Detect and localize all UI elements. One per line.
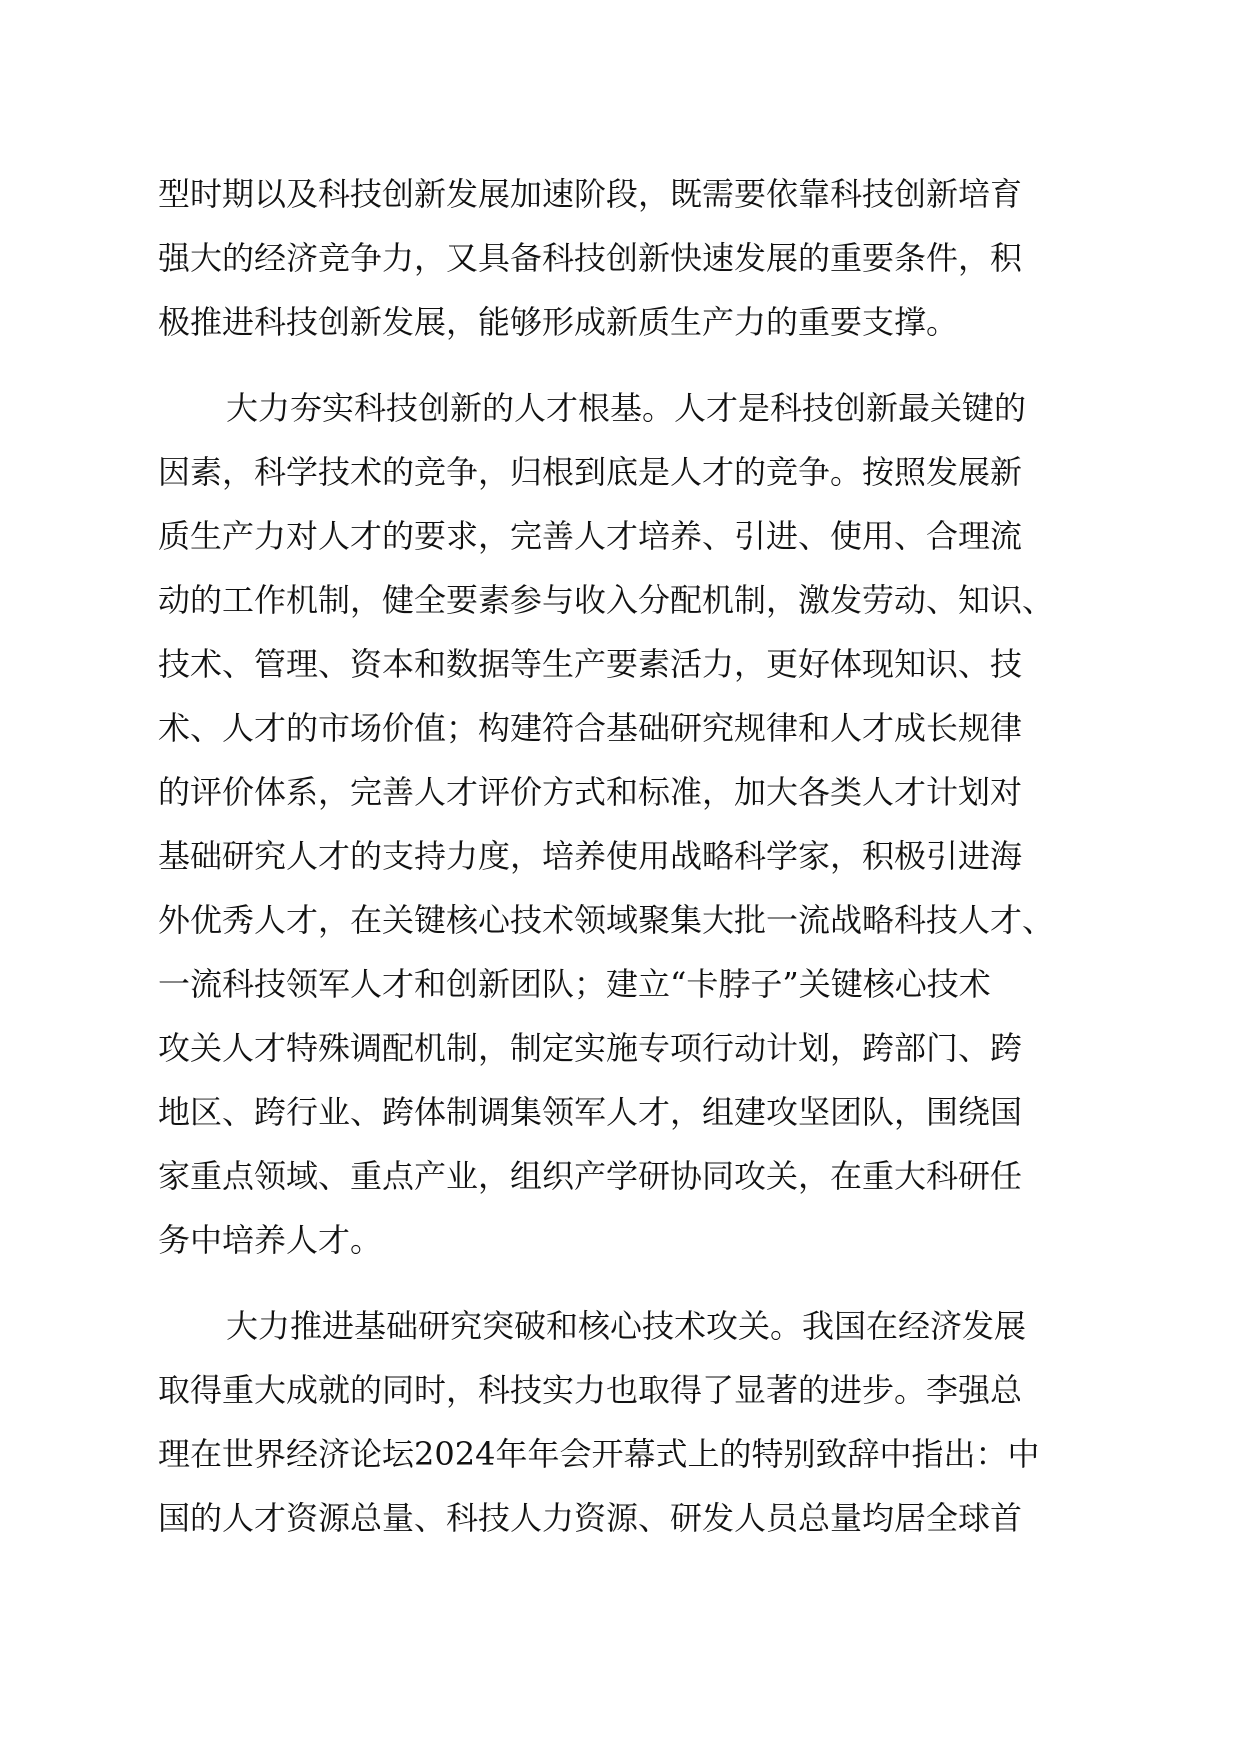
- paragraph-heading-line: 大力推进基础研究突破和核心技术攻关。我国在经济发展: [226, 1307, 1027, 1345]
- paragraph-heading-line: 大力夯实科技创新的人才根基。人才是科技创新最关键的: [226, 389, 1027, 427]
- text-line: 质生产力对人才的要求，完善人才培养、引进、使用、合理流: [158, 517, 1023, 555]
- text-line: 地区、跨行业、跨体制调集领军人才，组建攻坚团队，围绕国: [158, 1093, 1023, 1131]
- text-line: 基础研究人才的支持力度，培养使用战略科学家，积极引进海: [158, 837, 1023, 875]
- text-line: 一流科技领军人才和创新团队；建立“卡脖子”关键核心技术: [158, 965, 991, 1003]
- text-line: 极推进科技创新发展，能够形成新质生产力的重要支撑。: [158, 303, 959, 341]
- text-line: 理在世界经济论坛2024年年会开幕式上的特别致辞中指出：中: [158, 1435, 1040, 1473]
- text-line: 的评价体系，完善人才评价方式和标准，加大各类人才计划对: [158, 773, 1023, 811]
- text-line: 国的人才资源总量、科技人力资源、研发人员总量均居全球首: [158, 1499, 1023, 1537]
- text-line: 家重点领域、重点产业，组织产学研协同攻关，在重大科研任: [158, 1157, 1023, 1195]
- text-line: 动的工作机制，健全要素参与收入分配机制，激发劳动、知识、: [158, 581, 1055, 619]
- text-line: 因素，科学技术的竞争，归根到底是人才的竞争。按照发展新: [158, 453, 1023, 491]
- text-line: 务中培养人才。: [158, 1221, 383, 1259]
- text-line: 强大的经济竞争力，又具备科技创新快速发展的重要条件，积: [158, 239, 1023, 277]
- text-line: 攻关人才特殊调配机制，制定实施专项行动计划，跨部门、跨: [158, 1029, 1023, 1067]
- text-line: 术、人才的市场价值；构建符合基础研究规律和人才成长规律: [158, 709, 1023, 747]
- text-line: 取得重大成就的同时，科技实力也取得了显著的进步。李强总: [158, 1371, 1023, 1409]
- text-line: 型时期以及科技创新发展加速阶段，既需要依靠科技创新培育: [158, 175, 1023, 213]
- text-line: 技术、管理、资本和数据等生产要素活力，更好体现知识、技: [158, 645, 1023, 683]
- text-line: 外优秀人才，在关键核心技术领域聚集大批一流战略科技人才、: [158, 901, 1055, 939]
